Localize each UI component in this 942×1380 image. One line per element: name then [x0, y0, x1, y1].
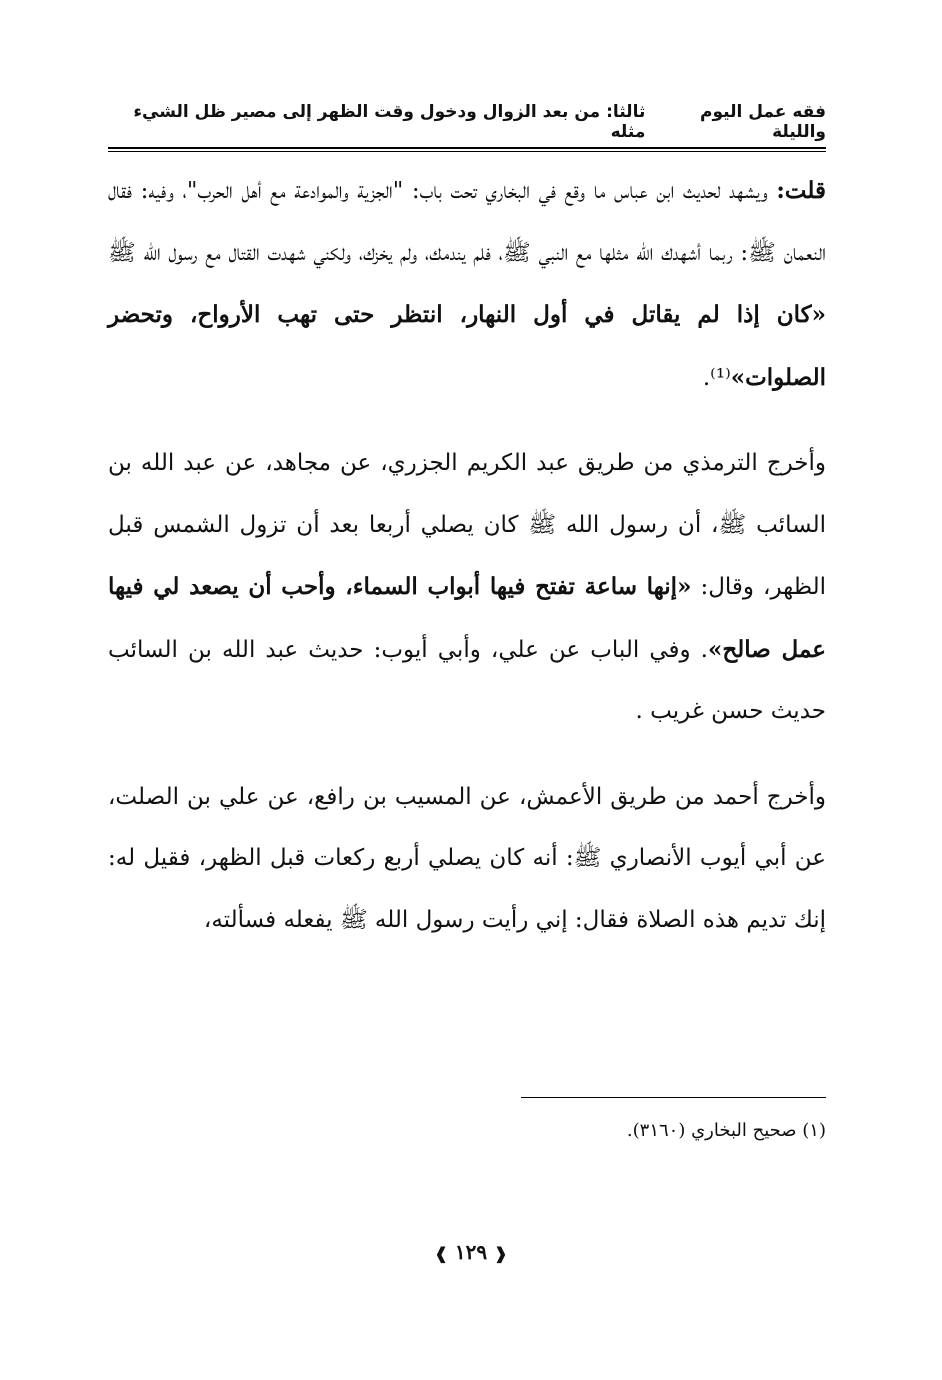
header-rule [108, 147, 826, 149]
header-rule-thin [108, 151, 826, 152]
footnote-rule [521, 1097, 826, 1098]
paragraph-text: وأخرج أحمد من طريق الأعمش، عن المسيب بن رافع، عن علي بن الصلت، عن أبي أيوب الأنصاري ﷺ: أنه كان يصلي أربع ركعات قبل الظهر، فقيل له: إنك تديم هذه الصلاة فقال: إني رأيت رسول الله ﷺ يفعله فسألته، [108, 783, 826, 933]
ornament-right-icon: ❱ [434, 1244, 448, 1263]
paragraph-text: وأخرج الترمذي من طريق عبد الكريم الجزري، عن مجاهد، عن عبد الله بن السائب ﷺ، أن رسول الله ﷺ كان يصلي أربعا بعد أن تزول الشمس قبل الظهر، وقال: [108, 450, 827, 600]
running-header [108, 102, 826, 142]
hadith-quote: «إنها ساعة تفتح فيها أبواب السماء، وأحب أن يصعد لي فيها عمل صالح» [108, 573, 826, 663]
paragraph-2 [108, 433, 826, 743]
page-number-block [0, 1240, 942, 1264]
paragraph-text: ويشهد لحديث ابن عباس ما وقع في البخاري تحت باب: "الجزية والموادعة مع أهل الحرب"، وفيه: فقال النعمان ﷺ: ربما أشهدك الله مثلها مع النبي ﷺ، فلم يندمك، ولم يخزك، ولكني شهدت القتال مع رسول الله ﷺ [108, 178, 826, 266]
paragraph-1 [108, 160, 826, 409]
book-title: فقه عمل اليوم والليلة [700, 102, 826, 142]
main-text [108, 160, 826, 975]
paragraph-lead: قلت: [776, 177, 826, 204]
hadith-quote: «كان إذا لم يقاتل في أول النهار، انتظر حتى تهب الأرواح، وتحضر الصلوات» [108, 301, 826, 391]
paragraph-tail: ⁽¹⁾. [702, 364, 731, 391]
chapter-title: ثالثا: من بعد الزوال ودخول وقت الظهر إلى مصير ظل الشيء مثله [133, 102, 646, 142]
ornament-left-icon: ❰ [494, 1244, 508, 1263]
paragraph-3 [108, 767, 826, 952]
paragraph-tail: . وفي الباب عن علي، وأبي أيوب: حديث عبد الله بن السائب حديث حسن غريب . [108, 636, 826, 724]
page-number: ١٢٩ [454, 1240, 488, 1264]
footnote: (١) صحيح البخاري (٣١٦٠). [626, 1120, 826, 1141]
